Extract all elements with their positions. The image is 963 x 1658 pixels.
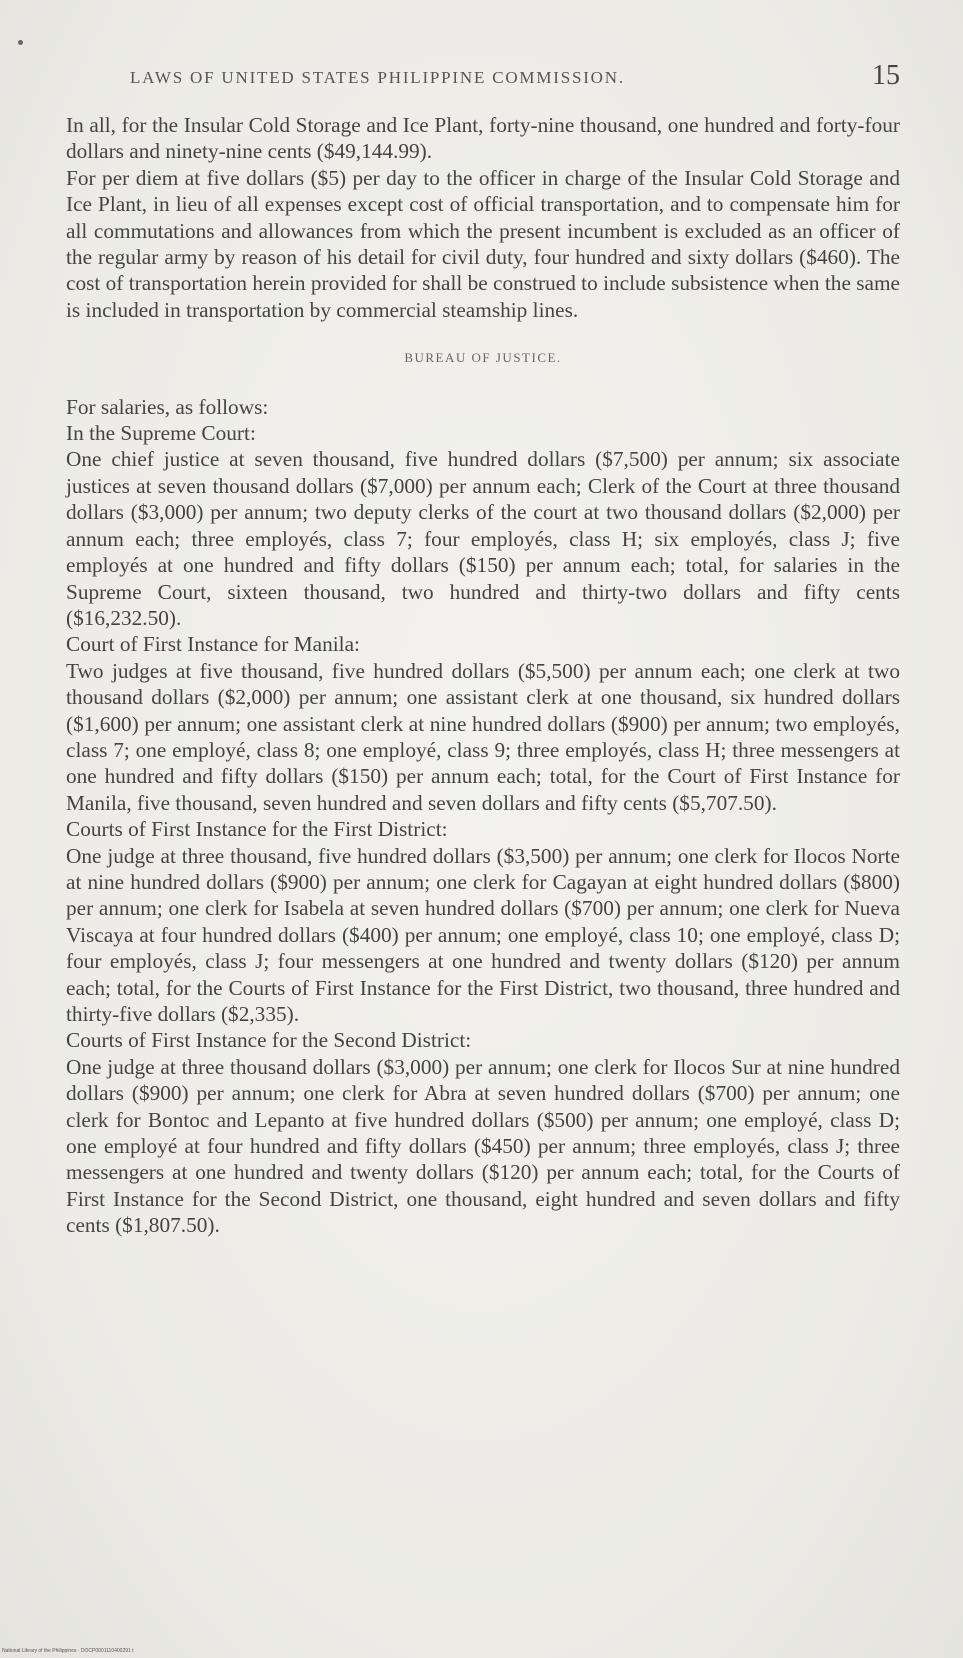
paragraph-first-district-heading: Courts of First Instance for the First District: xyxy=(66,817,448,842)
paragraph-per-diem: For per diem at five dollars ($5) per day to the officer in charge of the Insular Cold Storage and Ice Plant, in lieu of all expenses except cost of official transportation, and to compensate him for all commutations and allowances from which the present incumbent is excluded as an officer of the regular army by reason of his detail for civil duty, four hundred and sixty dollars ($460). The cost of transportation herein provided for shall be construed to include subsistence when the same is included in transportation by commercial steamship lines. xyxy=(66,165,900,322)
paragraph-salaries-intro: For salaries, as follows: xyxy=(66,394,269,419)
section-title: BUREAU OF JUSTICE. xyxy=(404,350,562,366)
paragraph-second-district: One judge at three thousand dollars ($3,000) per annum; one clerk for Ilocos Sur at nine hundred dollars ($900) per annum; one clerk for Abra at seven hundred dollars ($700) per annum; one clerk for Bontoc and Lepanto at five hundred dollars ($500) per annum; one employé, class D; one employé at four hundred and fifty dollars ($450) per annum; three employés, class J; three messengers at one hundred and twenty dollars ($120) per annum each; total, for the Courts of First Instance for the Second District, one thousand, eight hundred and seven dollars and fifty cents ($1,807.50). xyxy=(66,1054,900,1238)
paragraph-second-district-heading: Courts of First Instance for the Second District: xyxy=(66,1028,472,1053)
paragraph-manila-heading: Court of First Instance for Manila: xyxy=(66,632,360,657)
paragraph-first-district: One judge at three thousand, five hundred dollars ($3,500) per annum; one clerk for Ilocos Norte at nine hundred dollars ($900) per annum; one clerk for Cagayan at eight hundred dollars ($800) per annum; one clerk for Isabela at seven hundred dollars ($700) per annum; one clerk for Nueva Viscaya at four hundred dollars ($400) per annum; one employé, class 10; one employé, class D; four employés, class J; four messengers at one hundred and twenty dollars ($120) per annum each; total, for the Courts of First Instance for the First District, two thousand, three hundred and thirty-five dollars ($2,335). xyxy=(66,843,900,1026)
page-number: 15 xyxy=(872,60,900,91)
paragraph-supreme-court-heading: In the Supreme Court: xyxy=(66,421,256,446)
page-mark xyxy=(18,40,23,45)
running-head: LAWS OF UNITED STATES PHILIPPINE COMMISSION. xyxy=(130,68,625,87)
page-header xyxy=(130,58,900,98)
paragraph-supreme-court: One chief justice at seven thousand, five hundred dollars ($7,500) per annum; six associate justices at seven thousand dollars ($7,000) per annum each; Clerk of the Court at three thousand dollars ($3,000) per annum; two deputy clerks of the court at two thousand dollars ($2,000) per annum each; three employés, class 7; four employés, class H; six employés, class J; five employés at one hundred and fifty dollars ($150) per annum each; total, for salaries in the Supreme Court, sixteen thousand, two hundred and thirty-two dollars and fifty cents ($16,232.50). xyxy=(66,447,900,630)
paragraph-ice-plant-total: In all, for the Insular Cold Storage and Ice Plant, forty-nine thousand, one hundred and forty-four dollars and ninety-nine cents ($49,144.99). xyxy=(66,113,900,164)
scan-credit: National Library of the Philippines · DOCP0001110400291 t xyxy=(2,1648,134,1654)
body-text xyxy=(66,112,900,1239)
paragraph-manila-court: Two judges at five thousand, five hundred dollars ($5,500) per annum each; one clerk at two thousand dollars ($2,000) per annum; one assistant clerk at one thousand, six hundred dollars ($1,600) per annum; one assistant clerk at nine hundred dollars ($900) per annum; two employés, class 7; one employé, class 8; one employé, class 9; three employés, class H; three messengers at one hundred and fifty dollars ($150) per annum each; total, for the Court of First Instance for Manila, five thousand, seven hundred and seven dollars and fifty cents ($5,707.50). xyxy=(66,658,900,815)
